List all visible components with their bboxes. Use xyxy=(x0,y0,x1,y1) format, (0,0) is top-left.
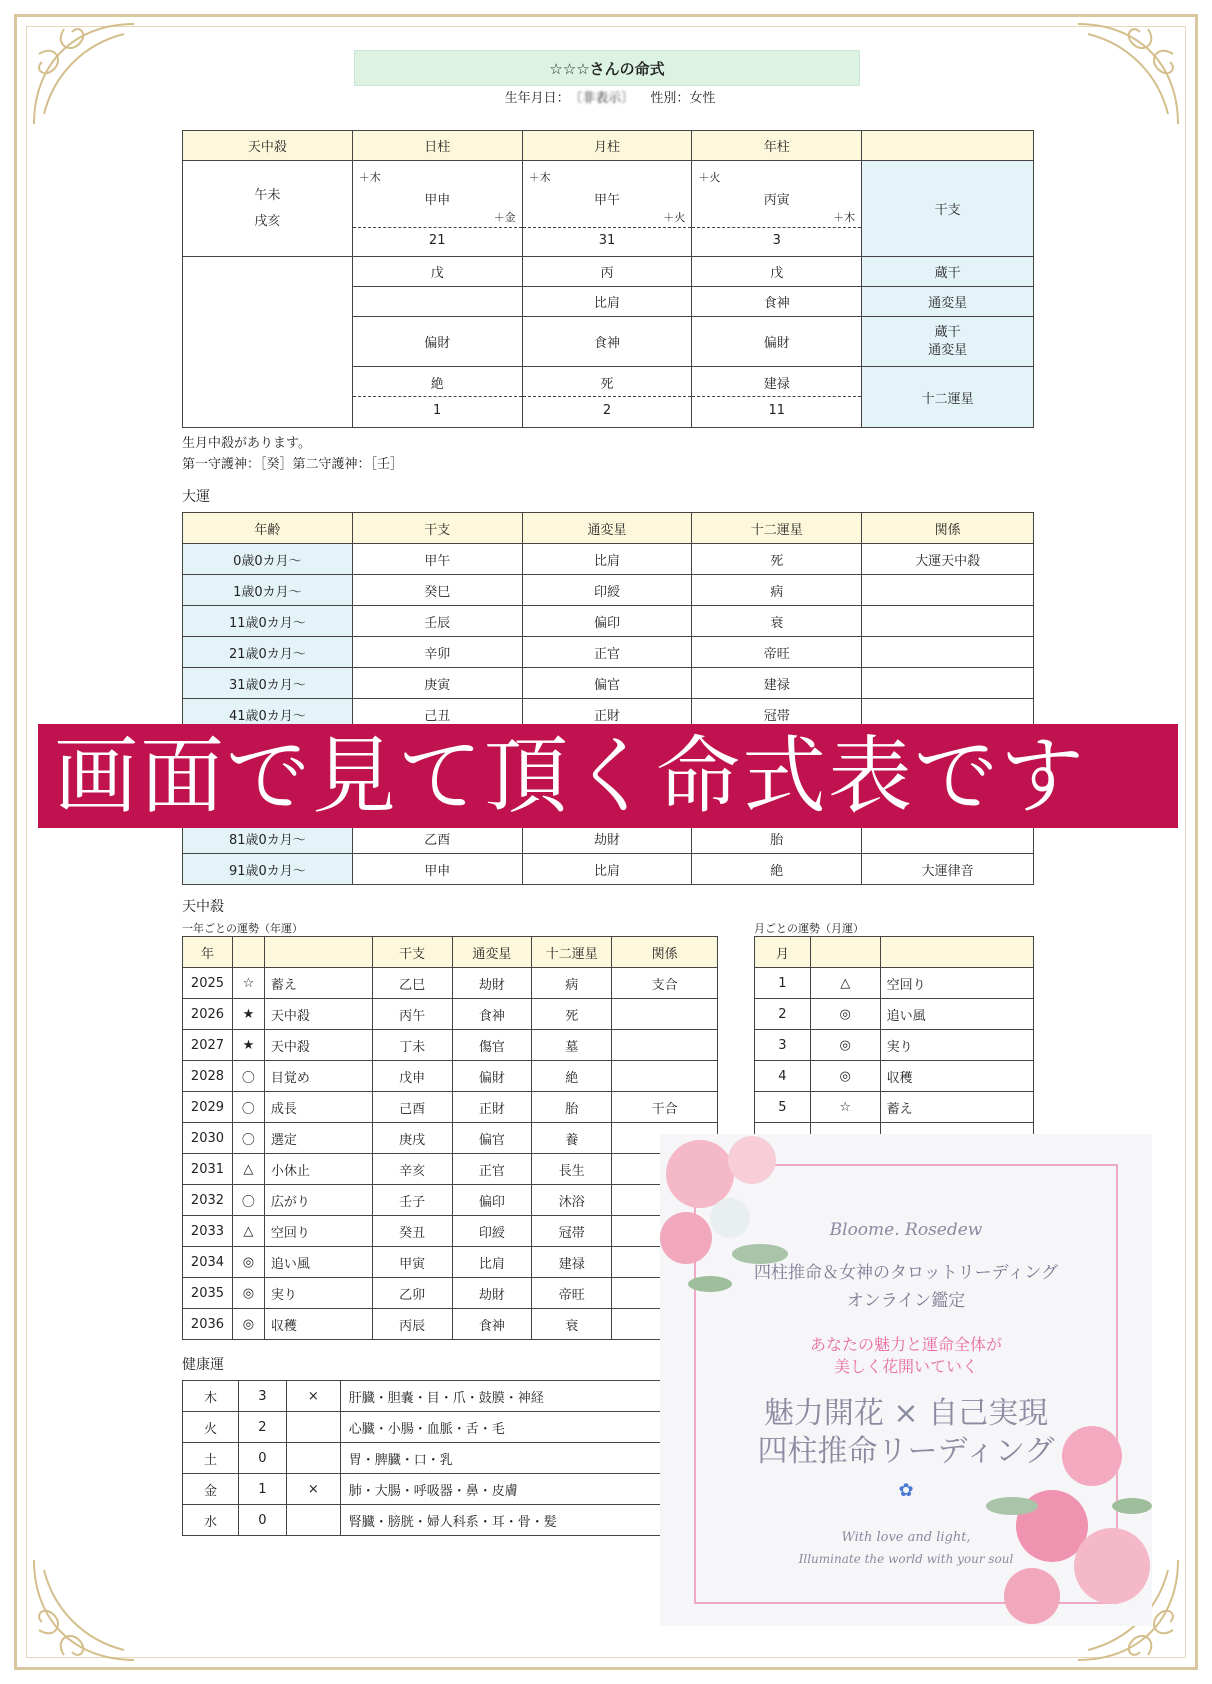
table-row: 11歳0カ月～ 壬辰 偏印 衰 xyxy=(183,606,1034,637)
day-unsei: 絶 1 xyxy=(352,367,522,428)
getsuun-label: 月ごとの運勢（月運） xyxy=(754,922,864,935)
table-row: 1歳0カ月～ 癸巳 印綬 病 xyxy=(183,575,1034,606)
ornament-corner-icon xyxy=(24,14,144,134)
table-row: 2036 ◎ 収穫 丙辰 食神 衰 xyxy=(183,1309,718,1340)
year-unsei: 建禄 11 xyxy=(692,367,862,428)
ornament-corner-icon xyxy=(24,1550,144,1670)
promo-footer-2: Illuminate the world with your soul xyxy=(798,1552,1014,1566)
table-row: 2029 〇 成長 己酉 正財 胎 干合 xyxy=(183,1092,718,1123)
day-zokan: 戊 xyxy=(352,257,522,287)
ornament-corner-icon xyxy=(1068,14,1188,134)
year-zokan-tsuhen: 偏財 xyxy=(692,317,862,367)
promo-brand: Bloome. Rosedew xyxy=(829,1220,983,1240)
tenchusatsu-cell: 午未 戌亥 xyxy=(183,161,353,257)
table-row: 2 ◎ 追い風 xyxy=(755,999,1034,1030)
table-row: 4 ◎ 収穫 xyxy=(755,1061,1034,1092)
table-row: 0歳0カ月～ 甲午 比肩 死 大運天中殺 xyxy=(183,544,1034,575)
header-year-pillar: 年柱 xyxy=(692,131,862,161)
table-row: 81歳0カ月～ 乙酉 劫財 胎 xyxy=(183,823,1034,854)
overlay-banner: 画面で見て頂く命式表です xyxy=(38,724,1178,828)
promo-pink-1: あなたの魅力と運命全体が xyxy=(809,1335,1002,1354)
gender-label: 性別：女性 xyxy=(650,91,716,106)
taiun-header-age: 年齢 xyxy=(183,513,353,544)
promo-headline-2: 四柱推命リーディング xyxy=(757,1434,1055,1469)
month-zokan: 丙 xyxy=(522,257,692,287)
empty-left-cell xyxy=(183,257,353,428)
taiun-header-kanshi: 干支 xyxy=(352,513,522,544)
table-row: 3 ◎ 実り xyxy=(755,1030,1034,1061)
table-row: 木 3 × 肝臓・胆嚢・目・爪・鼓膜・神経 xyxy=(183,1381,718,1412)
table-row: 2025 ☆ 蓄え 乙巳 劫財 病 支合 xyxy=(183,968,718,999)
year-tsuhen: 食神 xyxy=(692,287,862,317)
table-row: 41歳0カ月～ 己丑 正財 冠帯 xyxy=(183,699,1034,730)
table-row: 1 △ 空回り xyxy=(755,968,1034,999)
month-unsei: 死 2 xyxy=(522,367,692,428)
meishiki-table xyxy=(182,130,1034,428)
table-row: 2035 ◎ 実り 乙卯 劫財 帝旺 xyxy=(183,1278,718,1309)
header-blank xyxy=(862,131,1034,161)
year-kanshi-cell: ＋火 丙寅 ＋木 3 xyxy=(692,161,862,257)
day-zokan-tsuhen: 偏財 xyxy=(352,317,522,367)
taiun-label: 大運 xyxy=(182,489,210,505)
month-zokan-tsuhen: 食神 xyxy=(522,317,692,367)
note-line-1: 生月中殺があります。 xyxy=(182,436,311,451)
table-row: 火 2 心臓・小腸・血脈・舌・毛 xyxy=(183,1412,718,1443)
day-kanshi-cell: ＋木 甲申 ＋金 21 xyxy=(352,161,522,257)
day-tsuhen xyxy=(352,287,522,317)
birth-info xyxy=(354,89,860,109)
promo-footer-1: With love and light, xyxy=(841,1530,971,1545)
nenun-table: 年 干支 通変星 十二運星 関係 2025 ☆ 蓄え 乙巳 劫財 病 支合 2026 ★ 天中殺 丙午 食神 死 2027 ★ 天中殺 丁未 傷官 墓 2028 〇 目覚め 戊申 偏財 絶 2029 〇 成長 己酉 正財 胎 干合 2030 〇 選定 庚戌 偏官 養 2031 △ 小休止 辛亥 正官 長生 2032 〇 広がり 壬子 偏印 沐浴 2033 △ 空回り 癸丑 印綬 冠帯 2034 ◎ 追い風 甲寅 比肩 建禄 2035 ◎ 実り 乙卯 劫財 帝旺 2036 ◎ 収穫 丙辰 食神 衰 xyxy=(182,936,718,1340)
taiun-header-unsei: 十二運星 xyxy=(692,513,862,544)
page-title: ☆☆☆さんの命式 xyxy=(354,50,860,86)
taiun-header-relation: 関係 xyxy=(862,513,1034,544)
getsuun-table: 月 1 △ 空回り 2 ◎ 追い風 3 ◎ 実り 4 ◎ 収穫 5 ☆ 蓄え xyxy=(754,936,1034,1154)
table-row: 2028 〇 目覚め 戊申 偏財 絶 xyxy=(183,1061,718,1092)
kenko-label: 健康運 xyxy=(182,1357,224,1373)
month-tsuhen: 比肩 xyxy=(522,287,692,317)
table-row: 土 0 胃・脾臓・口・乳 xyxy=(183,1443,718,1474)
row-label-unsei: 十二運星 xyxy=(862,367,1034,428)
table-row: 2030 〇 選定 庚戌 偏官 養 xyxy=(183,1123,718,1154)
kenko-table xyxy=(182,1380,718,1536)
table-row: 2027 ★ 天中殺 丁未 傷官 墓 xyxy=(183,1030,718,1061)
table-row: 91歳0カ月～ 甲申 比肩 絶 大運律音 xyxy=(183,854,1034,885)
table-row: 2034 ◎ 追い風 甲寅 比肩 建禄 xyxy=(183,1247,718,1278)
note-line-2: 第一守護神：［癸］第二守護神：［壬］ xyxy=(182,457,404,472)
promo-line-2: オンライン鑑定 xyxy=(846,1291,966,1311)
promo-headline-1: 魅力開花 × 自己実現 xyxy=(763,1396,1049,1431)
row-label-tsuhen: 通変星 xyxy=(862,287,1034,317)
row-label-zokan-tsuhen: 蔵干 通変星 xyxy=(862,317,1034,367)
promo-pink-2: 美しく花開いていく xyxy=(833,1357,978,1376)
tenchusatsu-section-label: 天中殺 xyxy=(182,899,224,915)
table-row: 2032 〇 広がり 壬子 偏印 沐浴 xyxy=(183,1185,718,1216)
table-row: 2033 △ 空回り 癸丑 印綬 冠帯 xyxy=(183,1216,718,1247)
row-label-zokan: 蔵干 xyxy=(862,257,1034,287)
table-row: 31歳0カ月～ 庚寅 偏官 建禄 xyxy=(183,668,1034,699)
month-kanshi-cell: ＋木 甲午 ＋火 31 xyxy=(522,161,692,257)
header-month-pillar: 月柱 xyxy=(522,131,692,161)
nenun-label: 一年ごとの運勢（年運） xyxy=(182,922,303,935)
row-label-kanshi: 干支 xyxy=(862,161,1034,257)
table-row: 2026 ★ 天中殺 丙午 食神 死 xyxy=(183,999,718,1030)
table-row: 2031 △ 小休止 辛亥 正官 長生 xyxy=(183,1154,718,1185)
year-zokan: 戊 xyxy=(692,257,862,287)
taiun-header-tsuhen: 通変星 xyxy=(522,513,692,544)
birth-label: 生年月日： 〔非表示〕 xyxy=(504,91,635,106)
promo-card xyxy=(660,1134,1152,1626)
header-tenchusatsu: 天中殺 xyxy=(183,131,353,161)
table-row: 金 1 × 肺・大腸・呼吸器・鼻・皮膚 xyxy=(183,1474,718,1505)
taiun-table xyxy=(182,512,1034,885)
table-row: 水 0 腎臓・膀胱・婦人科系・耳・骨・髪 xyxy=(183,1505,718,1536)
promo-line-1: 四柱推命＆女神のタロットリーディング xyxy=(754,1263,1058,1283)
table-row: 21歳0カ月～ 辛卯 正官 帝旺 xyxy=(183,637,1034,668)
header-day-pillar: 日柱 xyxy=(352,131,522,161)
blue-rose-icon: ✿ xyxy=(898,1480,914,1501)
table-row: 5 ☆ 蓄え xyxy=(755,1092,1034,1123)
